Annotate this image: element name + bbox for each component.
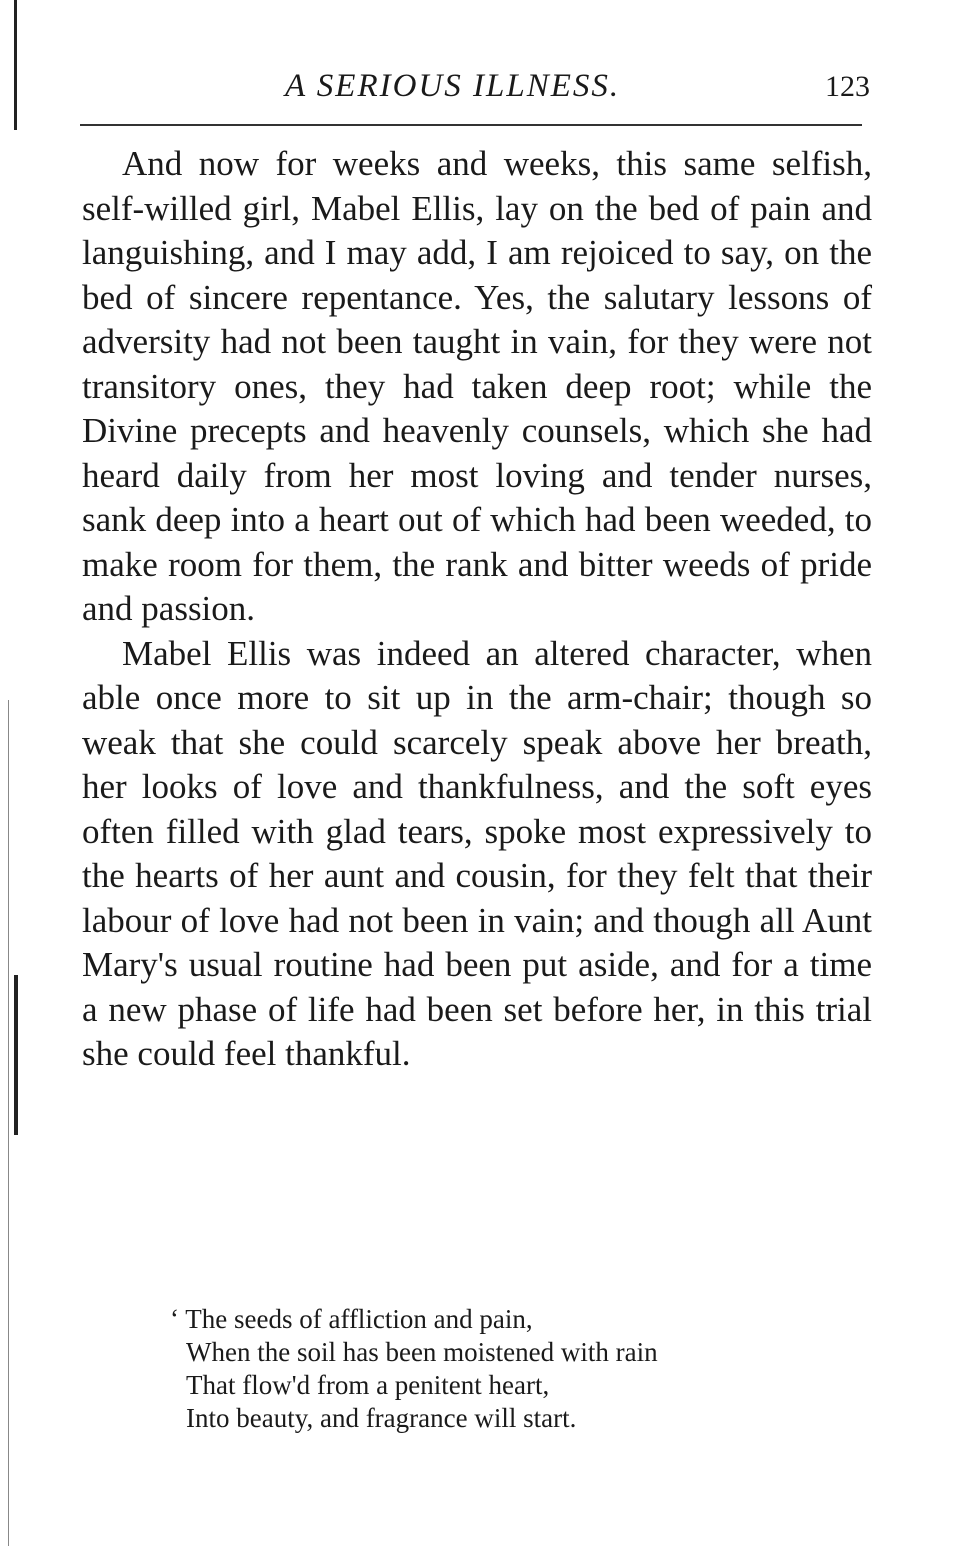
scan-edge-mark-middle [14,975,18,1135]
body-text [82,142,872,1077]
verse-line-4: Into beauty, and fragrance will start. [186,1403,577,1433]
running-title: A SERIOUS ILLNESS. [285,68,621,104]
verse-line-2: When the soil has been moistened with rain [186,1337,658,1367]
paragraph-2: Mabel Ellis was indeed an altered character, when able once more to sit up in the arm-chair; though so weak that she could scarcely speak above her breath, her looks of love and thankfulness, and the soft eyes often filled with glad tears, spoke most expressively to the hearts of her aunt and cousin, for they felt that their labour of love had not been in vain; and though all Aunt Mary's usual routine had been put aside, and for a time a new phase of life had been set before her, in this trial she could feel thankful. [82,633,872,1073]
header-rule [80,124,862,126]
scan-edge-mark-top [14,0,17,130]
running-head [80,68,870,118]
page-number: 123 [825,70,870,103]
paragraph-1: And now for weeks and weeks, this same selfish, self-willed girl, Mabel Ellis, lay on the bed of pain and languishing, and I may add, I am rejoiced to say, on the bed of sincere repentance. Yes, the salutary lessons of adversity had not been taught in vain, for they were not transitory ones, they had taken deep root; while the Divine precepts and heavenly counsels, which she had heard daily from her most loving and tender nurses, sank deep into a heart out of which had been weeded, to make room for them, the rank and bitter weeds of pride and passion. [82,144,872,628]
verse-line-1: ‘ The seeds of affliction and pain, [170,1304,533,1334]
scan-edge-line [8,700,9,1546]
verse-line-3: That flow'd from a penitent heart, [186,1370,550,1400]
verse-quotation [170,1303,810,1435]
